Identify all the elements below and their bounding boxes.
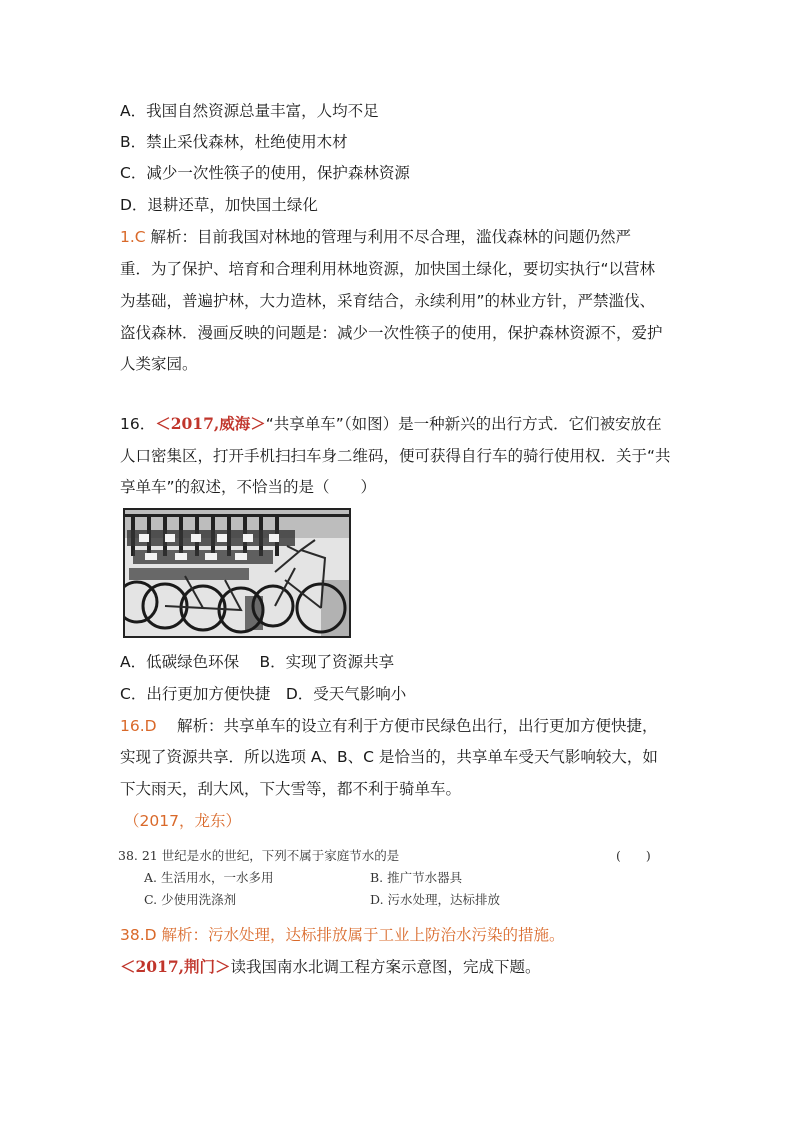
q38-scan-option-c: C. 少使用洗涤剂 (144, 892, 237, 907)
q16-stem-line-3: 享单车”的叙述，不恰当的是（ ） (120, 478, 377, 496)
q16-answer-code: 16.D (120, 717, 157, 735)
q38-scanned-question (118, 838, 678, 914)
q15-answer-line-1: 1.C 解析：目前我国对林地的管理与利用不尽合理，滥伐森林的问题仍然严 (120, 228, 632, 246)
q15-answer-line-4: 盗伐森林．漫画反映的问题是：减少一次性筷子的使用，保护森林资源不，爱护 (120, 324, 663, 342)
q15-option-b: B．禁止采伐森林，杜绝使用木材 (120, 133, 348, 151)
q38-scan-option-a: A. 生活用水，一水多用 (144, 870, 274, 885)
q16-stem-line-1: 16．＜2017,威海＞“共享单车”（如图）是一种新兴的出行方式．它们被安放在 (120, 414, 662, 433)
q16-options-ab: A．低碳绿色环保 B．实现了资源共享 (120, 653, 395, 671)
q15-answer-line-2: 重．为了保护、培育和合理利用林地资源，加快国土绿化，要切实执行“以营林 (120, 260, 656, 278)
q15-answer-line-3: 为基础，普遍护林，大力造林，采育结合，永续利用”的林业方针，严禁滥伐、 (120, 292, 656, 310)
q16-answer-line-1: 16.D 解析：共享单车的设立有利于方便市民绿色出行，出行更加方便快捷， (120, 717, 658, 735)
q38-scan-paren: ( ) (616, 848, 651, 863)
q38-scan-stem: 38. 21 世纪是水的世纪，下列不属于家庭节水的是 (118, 848, 400, 863)
q38-source: （2017，龙东） (124, 812, 241, 830)
q15-option-a: A．我国自然资源总量丰富，人均不足 (120, 102, 379, 120)
q15-answer-code: 1.C (120, 228, 146, 246)
q16-source-tag: ＜2017,威海＞ (155, 414, 266, 433)
q38-scan-option-b: B. 推广节水器具 (370, 870, 463, 885)
q16-number: 16． (120, 415, 156, 433)
q16-answer-line-3: 下大雨天，刮大风，下大雪等，都不利于骑单车。 (120, 780, 462, 798)
next-source-tag: ＜2017,荆门＞ (120, 957, 231, 976)
q16-options-cd: C．出行更加方便快捷 D．受天气影响小 (120, 685, 407, 703)
shared-bikes-photo (123, 508, 351, 638)
q16-stem-line-2: 人口密集区，打开手机扫扫车身二维码，便可获得自行车的骑行使用权．关于“共 (120, 447, 671, 465)
bicycle-rows-image (125, 510, 349, 636)
next-question-intro: ＜2017,荆门＞读我国南水北调工程方案示意图，完成下题。 (120, 957, 541, 976)
q15-option-c: C．减少一次性筷子的使用，保护森林资源 (120, 164, 410, 182)
q15-option-d: D．退耕还草，加快国土绿化 (120, 196, 318, 214)
q38-scan-option-d: D. 污水处理，达标排放 (370, 892, 501, 907)
q16-answer-line-2: 实现了资源共享．所以选项 A、B、C 是恰当的，共享单车受天气影响较大，如 (120, 748, 658, 766)
q15-answer-line-5: 人类家园。 (120, 355, 198, 373)
q38-answer: 38.D 解析：污水处理，达标排放属于工业上防治水污染的措施。 (120, 926, 565, 944)
